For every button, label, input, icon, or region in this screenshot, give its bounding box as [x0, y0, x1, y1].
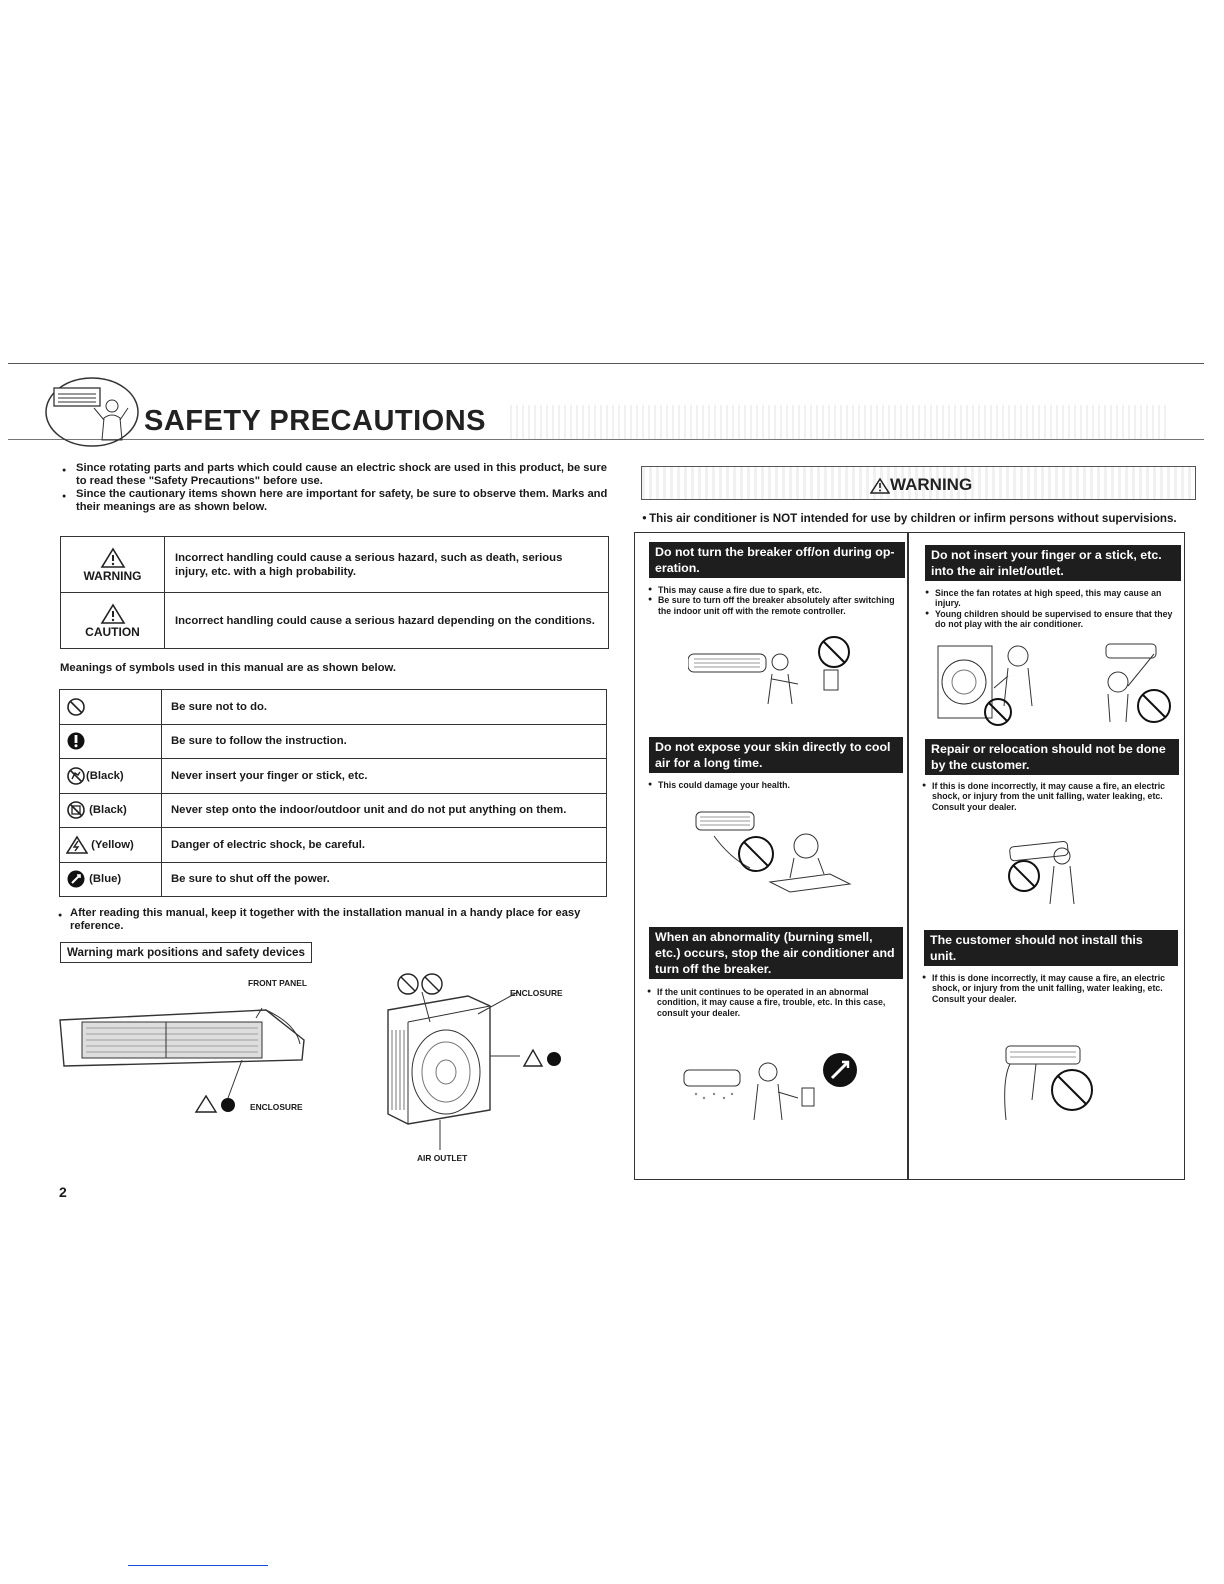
- breaker-illustration: [688, 634, 858, 724]
- bullet: ● This could damage your health.: [648, 780, 906, 790]
- warning-triangle-icon: [100, 547, 126, 569]
- heading-line: by the customer.: [931, 758, 1030, 772]
- warning-title: WARNING: [890, 475, 973, 494]
- heading-line: eration.: [655, 561, 700, 575]
- heading-line: etc.) occurs, stop the air conditioner and: [655, 946, 895, 960]
- table-row: [60, 793, 607, 828]
- symbols-table: [59, 689, 607, 897]
- caution-desc: Incorrect handling could cause a serious hazard depending on the conditions.: [165, 593, 609, 649]
- symbol-desc: Be sure not to do.: [162, 690, 607, 725]
- cell-bullets: [648, 780, 906, 790]
- prohibition-icon: [66, 697, 86, 717]
- table-row: [60, 759, 607, 794]
- marks-table: [60, 536, 609, 649]
- symbol-cell: [60, 724, 162, 759]
- symbol-desc: Danger of electric shock, be careful.: [162, 828, 607, 863]
- cell-bullets: [648, 585, 906, 616]
- heading-line: Do not insert your finger or a stick, etc.: [931, 548, 1162, 562]
- bullet: ● Be sure to turn off the breaker absolutely after switching the indoor unit off with the remote controller.: [648, 595, 906, 616]
- enclosure-outdoor-label: ENCLOSURE: [510, 988, 563, 998]
- table-row: [61, 593, 609, 649]
- heading-line: Do not expose your skin directly to cool: [655, 740, 891, 754]
- bullet: ● If this is done incorrectly, it may cause a fire, an electric shock, or injury from the unit falling, water leaking, etc.: [922, 781, 1184, 802]
- aircon-logo-icon: [44, 368, 140, 448]
- symbol-label: (Black): [86, 769, 124, 782]
- repair-illustration: [1000, 840, 1100, 910]
- symbol-cell: [60, 793, 162, 828]
- finger-inlet-illustration: [934, 636, 1174, 732]
- table-row: [60, 862, 607, 897]
- heading-line: Do not turn the breaker off/on during op-: [655, 545, 895, 559]
- warning-mark: [61, 537, 165, 593]
- after-reading-note: ● After reading this manual, keep it together with the installation manual in a handy place for easy reference.: [58, 907, 618, 933]
- grid-divider: [907, 532, 909, 1180]
- footer-link-underline: [128, 1565, 268, 1566]
- symbol-label: (Blue): [89, 873, 122, 886]
- symbol-desc: Never step onto the indoor/outdoor unit and do not put anything on them.: [162, 793, 607, 828]
- abnormality-illustration: [682, 1048, 882, 1138]
- intro-bullet: ● Since the cautionary items shown here are important for safety, be sure to observe them. Marks and their meanings are as shown below.: [62, 488, 617, 514]
- top-rule: [8, 363, 1204, 364]
- intro-text: [62, 462, 617, 514]
- intro-bullet: ● Since rotating parts and parts which could cause an electric shock are used in this product, be sure to read these "Safety Precautions" before use.: [62, 462, 617, 488]
- symbol-cell: [60, 690, 162, 725]
- caution-mark: [61, 593, 165, 649]
- symbol-desc: Never insert your finger or stick, etc.: [162, 759, 607, 794]
- symbol-label: (Black): [89, 804, 127, 817]
- heading-line: into the air inlet/outlet.: [931, 564, 1064, 578]
- cell-heading: [925, 545, 1181, 581]
- page-number: 2: [59, 1184, 67, 1200]
- heading-line: Repair or relocation should not be done: [931, 742, 1166, 756]
- cell-heading: [649, 927, 903, 979]
- no-finger-icon: [66, 766, 86, 786]
- warning-triangle-icon: [870, 477, 890, 495]
- cell-bullets: [922, 973, 1184, 1004]
- bullet: ● Young children should be supervised to ensure that they do not play with the air conditioner.: [925, 609, 1185, 630]
- symbol-cell: [60, 759, 162, 794]
- air-outlet-label: AIR OUTLET: [417, 1153, 468, 1163]
- power-off-icon: [66, 869, 86, 889]
- electric-shock-icon: [66, 835, 88, 855]
- cell-bullets: [922, 781, 1184, 812]
- title-background-pattern: [510, 405, 1170, 439]
- title-rule: [8, 439, 1204, 440]
- heading-line: turn off the breaker.: [655, 962, 772, 976]
- table-row: [60, 828, 607, 863]
- page-title: SAFETY PRECAUTIONS: [144, 405, 487, 437]
- caution-triangle-icon: [100, 603, 126, 625]
- symbol-cell: [60, 828, 162, 863]
- warning-label: WARNING: [83, 568, 142, 583]
- cell-bullets: [925, 588, 1185, 630]
- devices-section-label: Warning mark positions and safety devices: [60, 942, 312, 963]
- bullet: ● If this is done incorrectly, it may cause a fire, an electric shock, or injury from the unit falling, water leaking, etc.: [922, 973, 1184, 994]
- cell-heading: [649, 737, 903, 773]
- mandatory-icon: [66, 731, 86, 751]
- table-row: [60, 690, 607, 725]
- table-row: [60, 724, 607, 759]
- cool-air-illustration: [690, 808, 860, 898]
- heading-line: When an abnormality (burning smell,: [655, 930, 873, 944]
- bullet: ● This may cause a fire due to spark, etc.: [648, 585, 906, 595]
- no-step-icon: [66, 800, 86, 820]
- heading-line: The customer should not install this: [930, 933, 1143, 947]
- caution-label: CAUTION: [85, 624, 140, 639]
- heading-line: air for a long time.: [655, 756, 763, 770]
- bullet: ● Since the fan rotates at high speed, this may cause an injury.: [925, 588, 1185, 609]
- cell-heading: [649, 542, 905, 578]
- warning-desc: Incorrect handling could cause a serious hazard, such as death, serious injury, etc. with a high probability.: [165, 537, 609, 593]
- symbol-desc: Be sure to follow the instruction.: [162, 724, 607, 759]
- supervision-note: ● This air conditioner is NOT intended for use by children or infirm persons without supervisions.: [642, 512, 1177, 525]
- front-panel-label: FRONT PANEL: [248, 978, 307, 988]
- symbol-cell: [60, 862, 162, 897]
- bullet: ● If the unit continues to be operated in an abnormal condition, it may cause a fire, trouble, etc. In this case, consult your dealer.: [647, 987, 905, 1018]
- cell-heading: [925, 739, 1179, 775]
- install-illustration: [996, 1040, 1106, 1130]
- enclosure-indoor-label: ENCLOSURE: [250, 1102, 303, 1112]
- symbols-heading: Meanings of symbols used in this manual are as shown below.: [60, 662, 397, 674]
- heading-line: unit.: [930, 949, 957, 963]
- warning-banner-text: [870, 475, 972, 495]
- symbol-label: (Yellow): [91, 838, 134, 851]
- symbol-desc: Be sure to shut off the power.: [162, 862, 607, 897]
- consult-dealer: Consult your dealer.: [932, 993, 1017, 1004]
- consult-dealer: Consult your dealer.: [932, 801, 1017, 812]
- cell-bullets: [647, 987, 905, 1018]
- table-row: [61, 537, 609, 593]
- cell-heading: [924, 930, 1178, 966]
